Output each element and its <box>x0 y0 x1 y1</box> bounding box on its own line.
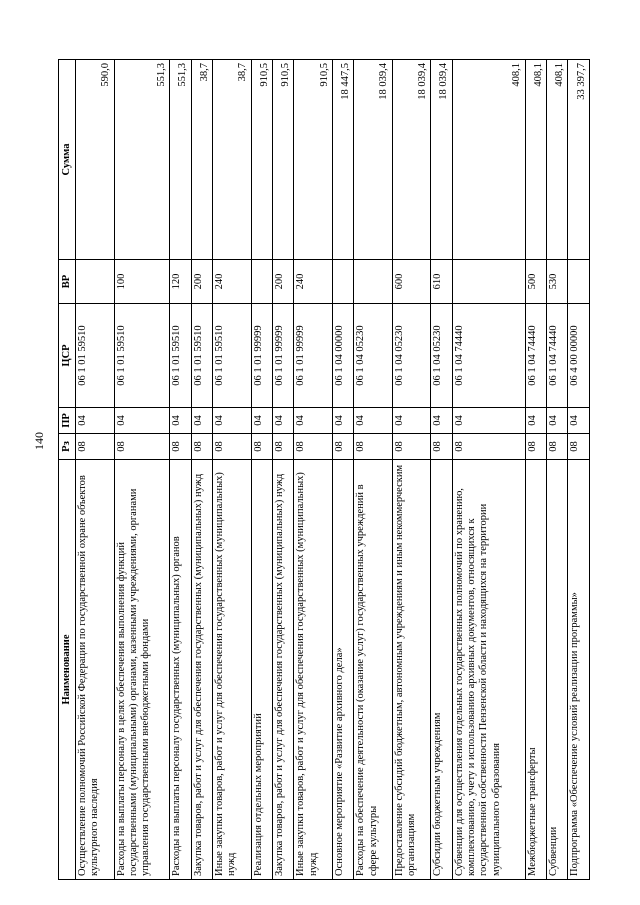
table-row <box>354 60 393 880</box>
cell-name: Расходы на выплаты персоналу государственных (муниципальных) органов <box>170 460 191 880</box>
cell-sum: 551,3 <box>114 60 170 260</box>
cell-csr: 06 1 04 05230 <box>354 304 393 408</box>
cell-name: Закупка товаров, работ и услуг для обеспечения государственных (муниципальных) нужд <box>272 460 293 880</box>
table-row <box>392 60 431 880</box>
cell-sum: 910,5 <box>272 60 293 260</box>
cell-rz: 08 <box>392 434 431 460</box>
cell-pr: 04 <box>191 408 212 434</box>
cell-csr: 06 1 04 00000 <box>332 304 353 408</box>
header-vr: ВР <box>59 260 76 304</box>
cell-vr: 240 <box>294 260 333 304</box>
cell-rz: 08 <box>568 434 590 460</box>
cell-pr: 04 <box>525 408 546 434</box>
cell-pr: 04 <box>568 408 590 434</box>
table-row <box>332 60 353 880</box>
cell-csr: 06 1 01 99999 <box>251 304 272 408</box>
header-name: Наименование <box>59 460 76 880</box>
table-row <box>170 60 191 880</box>
table-row <box>191 60 212 880</box>
cell-vr: 610 <box>431 260 452 304</box>
cell-rz: 08 <box>525 434 546 460</box>
cell-vr <box>354 260 393 304</box>
cell-name: Осуществление полномочий Российской Федерации по государственной охране объектов культурного наследия <box>76 460 115 880</box>
cell-rz: 08 <box>452 434 525 460</box>
cell-csr: 06 1 01 59510 <box>114 304 170 408</box>
cell-sum: 18 039,4 <box>392 60 431 260</box>
cell-csr: 06 1 01 59510 <box>170 304 191 408</box>
cell-pr: 04 <box>547 408 568 434</box>
table-row <box>547 60 568 880</box>
cell-name: Субсидии бюджетным учреждениям <box>431 460 452 880</box>
cell-vr: 120 <box>170 260 191 304</box>
header-csr: ЦСР <box>59 304 76 408</box>
cell-rz: 08 <box>191 434 212 460</box>
cell-vr: 100 <box>114 260 170 304</box>
cell-rz: 08 <box>547 434 568 460</box>
cell-pr: 04 <box>213 408 252 434</box>
header-sum: Сумма <box>59 60 76 260</box>
cell-pr: 04 <box>170 408 191 434</box>
table-row <box>213 60 252 880</box>
cell-pr: 04 <box>431 408 452 434</box>
cell-name: Субвенции для осуществления отдельных государственных полномочий по хранению, комплектованию, учету и использованию архивных документов, относящихся к государственной собственности Пензенской области и находящихся на территории муниципального образования <box>452 460 525 880</box>
cell-pr: 04 <box>392 408 431 434</box>
cell-name: Расходы на обеспечение деятельности (оказание услуг) государственных учреждений в сфере культуры <box>354 460 393 880</box>
cell-csr: 06 1 04 74440 <box>547 304 568 408</box>
cell-vr <box>332 260 353 304</box>
cell-vr: 240 <box>213 260 252 304</box>
cell-sum: 910,5 <box>294 60 333 260</box>
page-number: 140 <box>32 432 46 450</box>
cell-sum: 910,5 <box>251 60 272 260</box>
cell-sum: 551,3 <box>170 60 191 260</box>
cell-sum: 18 039,4 <box>354 60 393 260</box>
cell-name: Иные закупки товаров, работ и услуг для обеспечения государственных (муниципальных) нужд <box>294 460 333 880</box>
cell-vr <box>568 260 590 304</box>
cell-rz: 08 <box>332 434 353 460</box>
table-header-row <box>59 60 76 880</box>
table-row <box>114 60 170 880</box>
cell-sum: 18 039,4 <box>431 60 452 260</box>
cell-sum: 408,1 <box>452 60 525 260</box>
cell-rz: 08 <box>431 434 452 460</box>
table-row <box>294 60 333 880</box>
table-row <box>272 60 293 880</box>
cell-csr: 06 1 01 59510 <box>213 304 252 408</box>
cell-name: Субвенции <box>547 460 568 880</box>
table-row <box>525 60 546 880</box>
cell-rz: 08 <box>76 434 115 460</box>
cell-name: Межбюджетные трансферты <box>525 460 546 880</box>
cell-csr: 06 1 01 99999 <box>294 304 333 408</box>
cell-csr: 06 1 04 74440 <box>452 304 525 408</box>
table-row <box>431 60 452 880</box>
cell-name: Иные закупки товаров, работ и услуг для обеспечения государственных (муниципальных) нужд <box>213 460 252 880</box>
cell-name: Расходы на выплаты персоналу в целях обеспечения выполнения функций государственными (муниципальными) органами, казенными учреждениями, органами управления государственными внебюджетными фондами <box>114 460 170 880</box>
cell-pr: 04 <box>114 408 170 434</box>
budget-table <box>58 59 590 880</box>
cell-rz: 08 <box>114 434 170 460</box>
cell-rz: 08 <box>354 434 393 460</box>
cell-csr: 06 1 04 05230 <box>392 304 431 408</box>
cell-sum: 38,7 <box>213 60 252 260</box>
cell-vr: 500 <box>525 260 546 304</box>
cell-name: Реализация отдельных мероприятий <box>251 460 272 880</box>
cell-name: Подпрограмма «Обеспечение условий реализации программы» <box>568 460 590 880</box>
table-row <box>251 60 272 880</box>
header-rz: Рз <box>59 434 76 460</box>
cell-sum: 590,0 <box>76 60 115 260</box>
cell-pr: 04 <box>354 408 393 434</box>
cell-csr: 06 1 04 05230 <box>431 304 452 408</box>
cell-rz: 08 <box>294 434 333 460</box>
cell-sum: 408,1 <box>525 60 546 260</box>
table-row <box>568 60 590 880</box>
cell-vr: 200 <box>191 260 212 304</box>
cell-pr: 04 <box>452 408 525 434</box>
cell-rz: 08 <box>251 434 272 460</box>
cell-csr: 06 1 04 74440 <box>525 304 546 408</box>
cell-csr: 06 1 01 59510 <box>191 304 212 408</box>
cell-vr <box>452 260 525 304</box>
rotated-table-wrapper <box>58 60 590 880</box>
cell-sum: 33 397,7 <box>568 60 590 260</box>
cell-csr: 06 1 01 99999 <box>272 304 293 408</box>
table-row <box>76 60 115 880</box>
cell-pr: 04 <box>272 408 293 434</box>
cell-rz: 08 <box>213 434 252 460</box>
cell-vr <box>251 260 272 304</box>
cell-csr: 06 4 00 00000 <box>568 304 590 408</box>
cell-vr: 200 <box>272 260 293 304</box>
cell-csr: 06 1 01 59510 <box>76 304 115 408</box>
cell-sum: 18 447,5 <box>332 60 353 260</box>
cell-rz: 08 <box>272 434 293 460</box>
cell-vr: 530 <box>547 260 568 304</box>
cell-pr: 04 <box>294 408 333 434</box>
cell-name: Предоставление субсидий бюджетным, автономным учреждениям и иным некоммерческим организациям <box>392 460 431 880</box>
cell-vr: 600 <box>392 260 431 304</box>
cell-sum: 38,7 <box>191 60 212 260</box>
cell-sum: 408,1 <box>547 60 568 260</box>
header-pr: ПР <box>59 408 76 434</box>
table-row <box>452 60 525 880</box>
cell-vr <box>76 260 115 304</box>
cell-pr: 04 <box>332 408 353 434</box>
cell-rz: 08 <box>170 434 191 460</box>
cell-pr: 04 <box>76 408 115 434</box>
cell-name: Основное мероприятие «Развитие архивного дела» <box>332 460 353 880</box>
cell-pr: 04 <box>251 408 272 434</box>
cell-name: Закупка товаров, работ и услуг для обеспечения государственных (муниципальных) нужд <box>191 460 212 880</box>
